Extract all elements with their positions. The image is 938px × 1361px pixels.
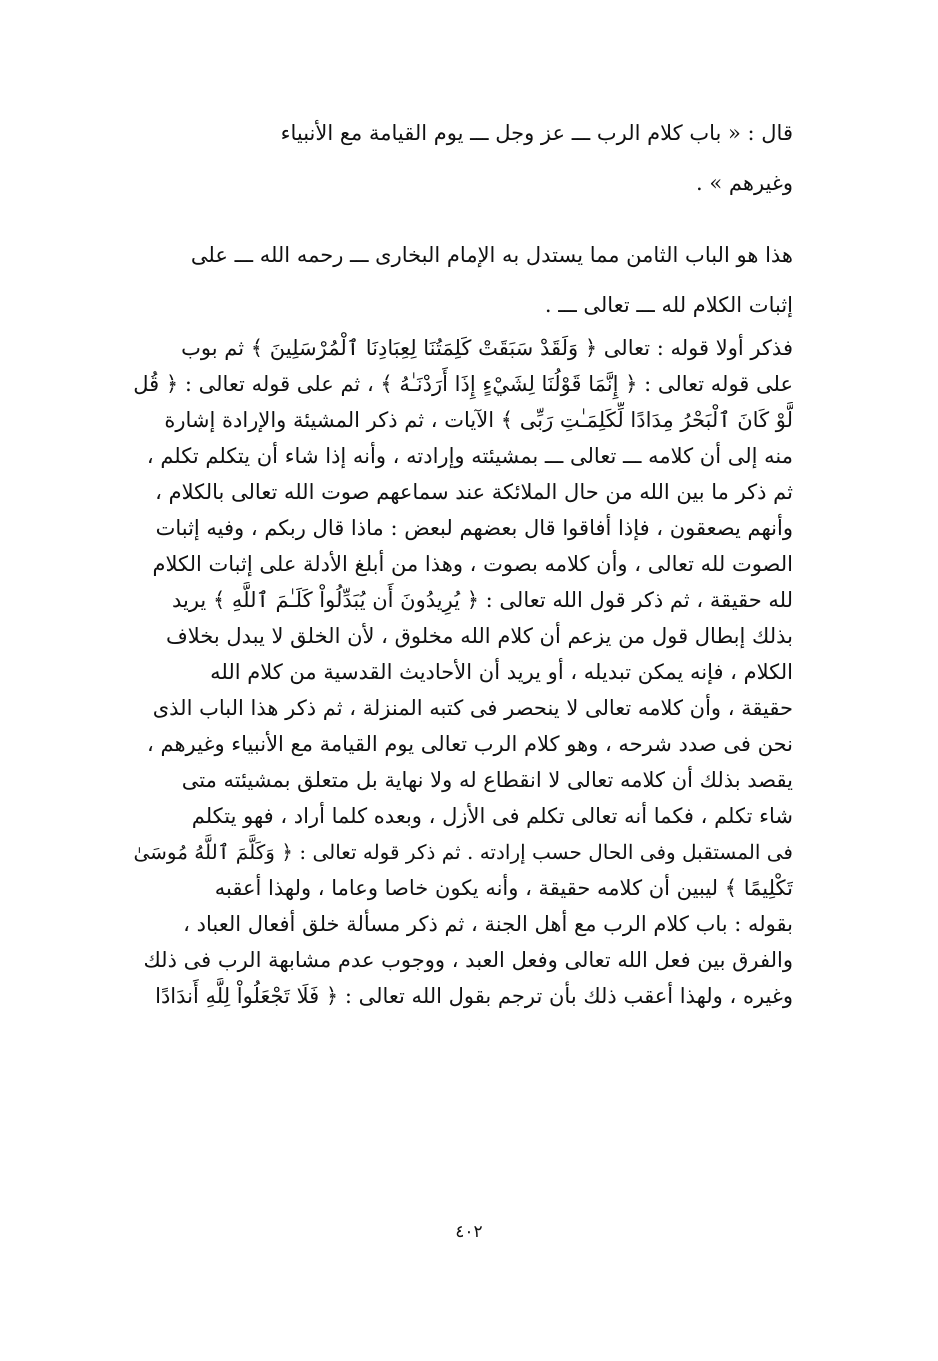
body-line: نحن فى صدد شرحه ، وهو كلام الرب تعالى يوم القيامة مع الأنبياء وغيرهم ، xyxy=(147,732,793,756)
heading-line: قال : « باب كلام الرب ـــ عز وجل ـــ يوم القيامة مع الأنبياء xyxy=(280,121,793,145)
body-line: فى المستقبل وفى الحال حسب إرادته . ثم ذكر قوله تعالى : ﴿ وَكَلَّمَ ٱللَّهُ مُوسَىٰ xyxy=(133,840,793,864)
body-line: حقيقة ، وأن كلامه تعالى لا ينحصر فى كتبه المنزلة ، ثم ذكر هذا الباب الذى xyxy=(152,696,793,720)
body-line: لله حقيقة ، ثم ذكر قول الله تعالى : ﴿ يُرِيدُونَ أَن يُبَدِّلُواْ كَلَـٰمَ ٱللَّهِ ﴾ يريد xyxy=(171,588,793,612)
body-line: بقوله : باب كلام الرب مع أهل الجنة ، ثم ذكر مسألة خلق أفعال العباد ، xyxy=(183,912,793,936)
body-line: والفرق بين فعل الله تعالى وفعل العبد ، ووجوب عدم مشابهة الرب فى ذلك xyxy=(143,948,793,972)
body-line: بذلك إبطال قول من يزعم أن كلام الله مخلوق ، لأن الخلق لا يبدل بخلاف xyxy=(166,624,793,648)
body-line: تَكْلِيمًا ﴾ ليبين أن كلامه حقيقة ، وأنه يكون خاصا وعاما ، ولهذا أعقبه xyxy=(214,876,793,900)
body-line: منه إلى أن كلامه ـــ تعالى ـــ بمشيئته وإرادته ، وأنه إذا شاء أن يتكلم تكلم ، xyxy=(146,444,793,468)
body-line: وأنهم يصعقون ، فإذا أفاقوا قال بعضهم لبعض : ماذا قال ربكم ، وفيه إثبات xyxy=(155,516,793,540)
body-line: يقصد بذلك أن كلامه تعالى لا انقطاع له ولا نهاية بل متعلق بمشيئته متى xyxy=(181,768,793,792)
body-line: الصوت لله تعالى ، وأن كلامه بصوت ، وهذا من أبلغ الأدلة على إثبات الكلام xyxy=(152,552,793,576)
body-line: وغيره ، ولهذا أعقب ذلك بأن ترجم بقول الله تعالى : ﴿ فَلَا تَجْعَلُواْ لِلَّهِ أَندَادًا xyxy=(155,984,793,1008)
heading-line: وغيرهم » . xyxy=(696,171,793,195)
chapter-heading xyxy=(120,108,793,208)
intro-line: إثبات الكلام لله ـــ تعالى ـــ . xyxy=(544,293,793,317)
intro-line: هذا هو الباب الثامن مما يستدل به الإمام البخارى ـــ رحمه الله ـــ على xyxy=(190,243,793,267)
body-line: فذكر أولا قوله : تعالى ﴿ وَلَقَدْ سَبَقَتْ كَلِمَتُنَا لِعِبَادِنَا ٱلْمُرْسَلِينَ ﴾ ثم بوب xyxy=(181,336,793,360)
intro-paragraph xyxy=(120,230,793,330)
body-line: الكلام ، فإنه يمكن تبديله ، أو يريد أن الأحاديث القدسية من كلام الله xyxy=(210,660,793,684)
body-line: ثم ذكر ما بين الله من حال الملائكة عند سماعهم صوت الله تعالى بالكلام ، xyxy=(155,480,793,504)
body-line: لَّوْ كَانَ ٱلْبَحْرُ مِدَادًا لِّكَلِمَـٰتِ رَبِّى ﴾ الآيات ، ثم ذكر المشيئة والإرادة إشارة xyxy=(164,408,793,432)
body-line: شاء تكلم ، فكما أنه تعالى تكلم فى الأزل ، وبعده كلما أراد ، فهو يتكلم xyxy=(191,804,793,828)
body-paragraph xyxy=(120,330,793,1014)
page-number: ٤٠٢ xyxy=(455,1222,483,1242)
body-line: على قوله تعالى : ﴿ إِنَّمَا قَوْلُنَا لِشَيْءٍ إِذَا أَرَدْنَـٰهُ ﴾ ، ثم على قوله تعالى : ﴿ قُل xyxy=(133,372,793,396)
